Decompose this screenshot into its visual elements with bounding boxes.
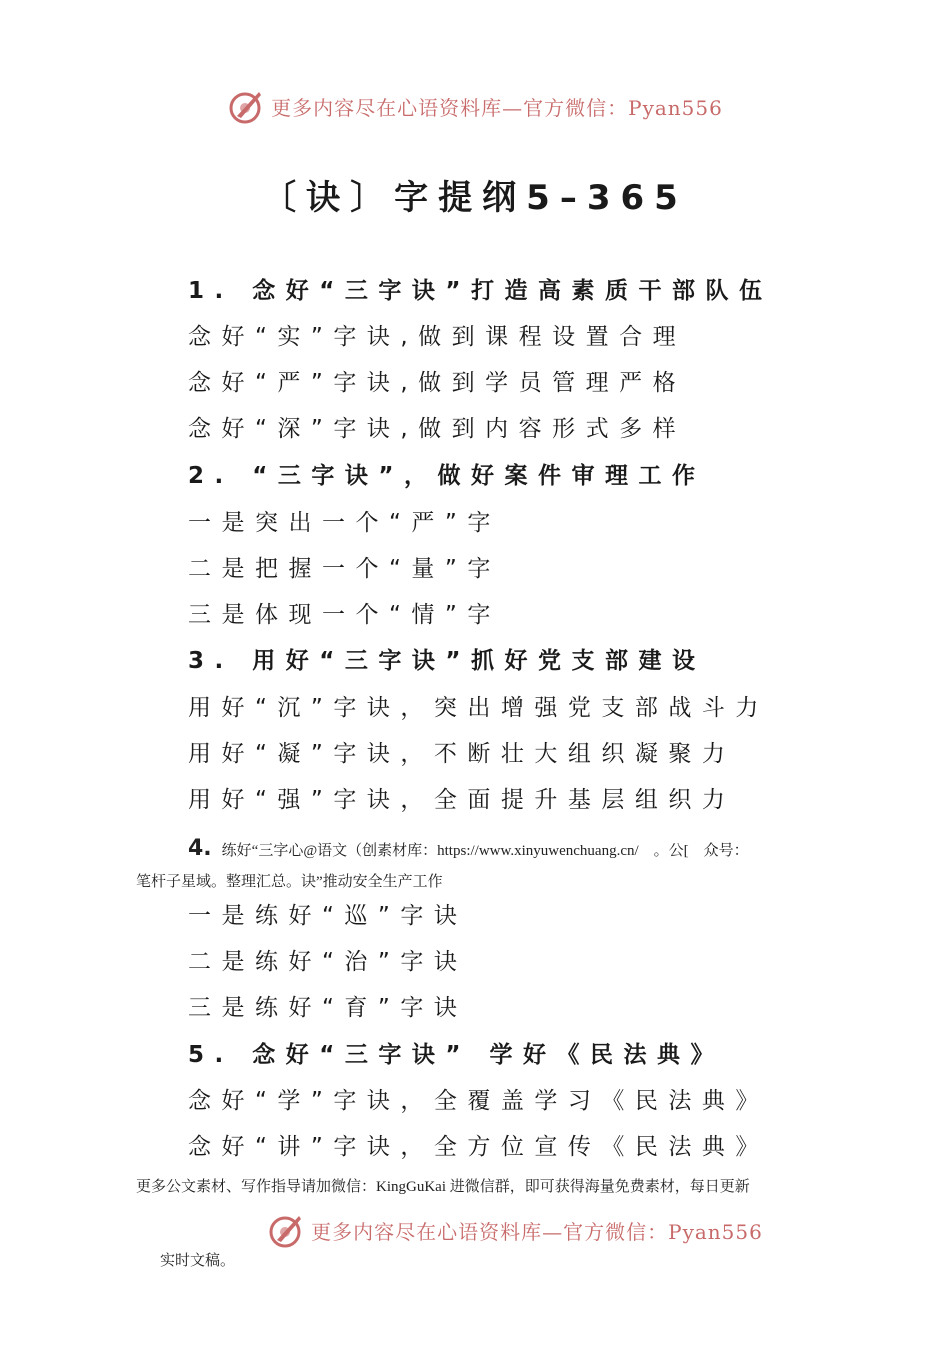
footer-line-2: 实时文稿。: [160, 1253, 236, 1269]
page-title: 〔诀〕字提纲5–365: [262, 178, 688, 218]
watermark-text: 更多内容尽在心语资料库—官方微信：Pyan556: [311, 1219, 763, 1244]
section-4-heading-line2: 笔杆子星域。整理汇总。诀”推动安全生产工作: [136, 874, 443, 890]
list-item: 一是练好“巡”字诀: [188, 903, 468, 929]
footer-line-1: 更多公文素材、写作指导请加微信：KingGuKai 进微信群，即可获得海量免费素材，每日更新: [136, 1179, 750, 1195]
section-4-number: 4.: [188, 836, 212, 861]
list-item: 念好“讲”字诀，全方位宣传《民法典》: [188, 1134, 769, 1160]
watermark-banner-top: [0, 84, 950, 128]
list-item: 用好“强”字诀，全面提升基层组织力: [188, 787, 736, 813]
list-item: 一是突出一个“严”字: [188, 510, 501, 536]
list-item: 三是练好“育”字诀: [188, 995, 468, 1021]
list-item: 三是体现一个“情”字: [188, 602, 501, 628]
section-4-heading: [188, 836, 749, 861]
list-item: 用好“凝”字诀，不断壮大组织凝聚力: [188, 741, 736, 767]
list-item: 二是把握一个“量”字: [188, 556, 501, 582]
list-item: 念好“学”字诀，全覆盖学习《民法典》: [188, 1088, 769, 1114]
watermark-banner-bottom: [40, 1208, 950, 1252]
list-item: 念好“深”字诀,做到内容形式多样: [188, 416, 687, 442]
quill-seal-icon: [227, 86, 267, 126]
section-2-heading: 2. “三字诀”，做好案件审理工作: [188, 463, 706, 489]
list-item: 念好“严”字诀,做到学员管理严格: [188, 370, 687, 396]
section-1-heading: 1. 念好“三字诀”打造高素质干部队伍: [188, 278, 773, 304]
list-item: 念好“实”字诀,做到课程设置合理: [188, 324, 687, 350]
watermark-text: 更多内容尽在心语资料库—官方微信：Pyan556: [271, 95, 723, 120]
section-3-heading: 3. 用好“三字诀”抓好党支部建设: [188, 648, 706, 674]
quill-seal-icon: [267, 1210, 307, 1250]
list-item: 用好“沉”字诀，突出增强党支部战斗力: [188, 695, 769, 721]
section-4-heading-line1: 练好“三字心@语文（创素材库：https://www.xinyuwenchuang.cn/ 。公[ 众号：: [221, 843, 749, 859]
section-5-heading: 5. 念好“三字诀” 学好《民法典》: [188, 1042, 724, 1068]
list-item: 二是练好“治”字诀: [188, 949, 468, 975]
